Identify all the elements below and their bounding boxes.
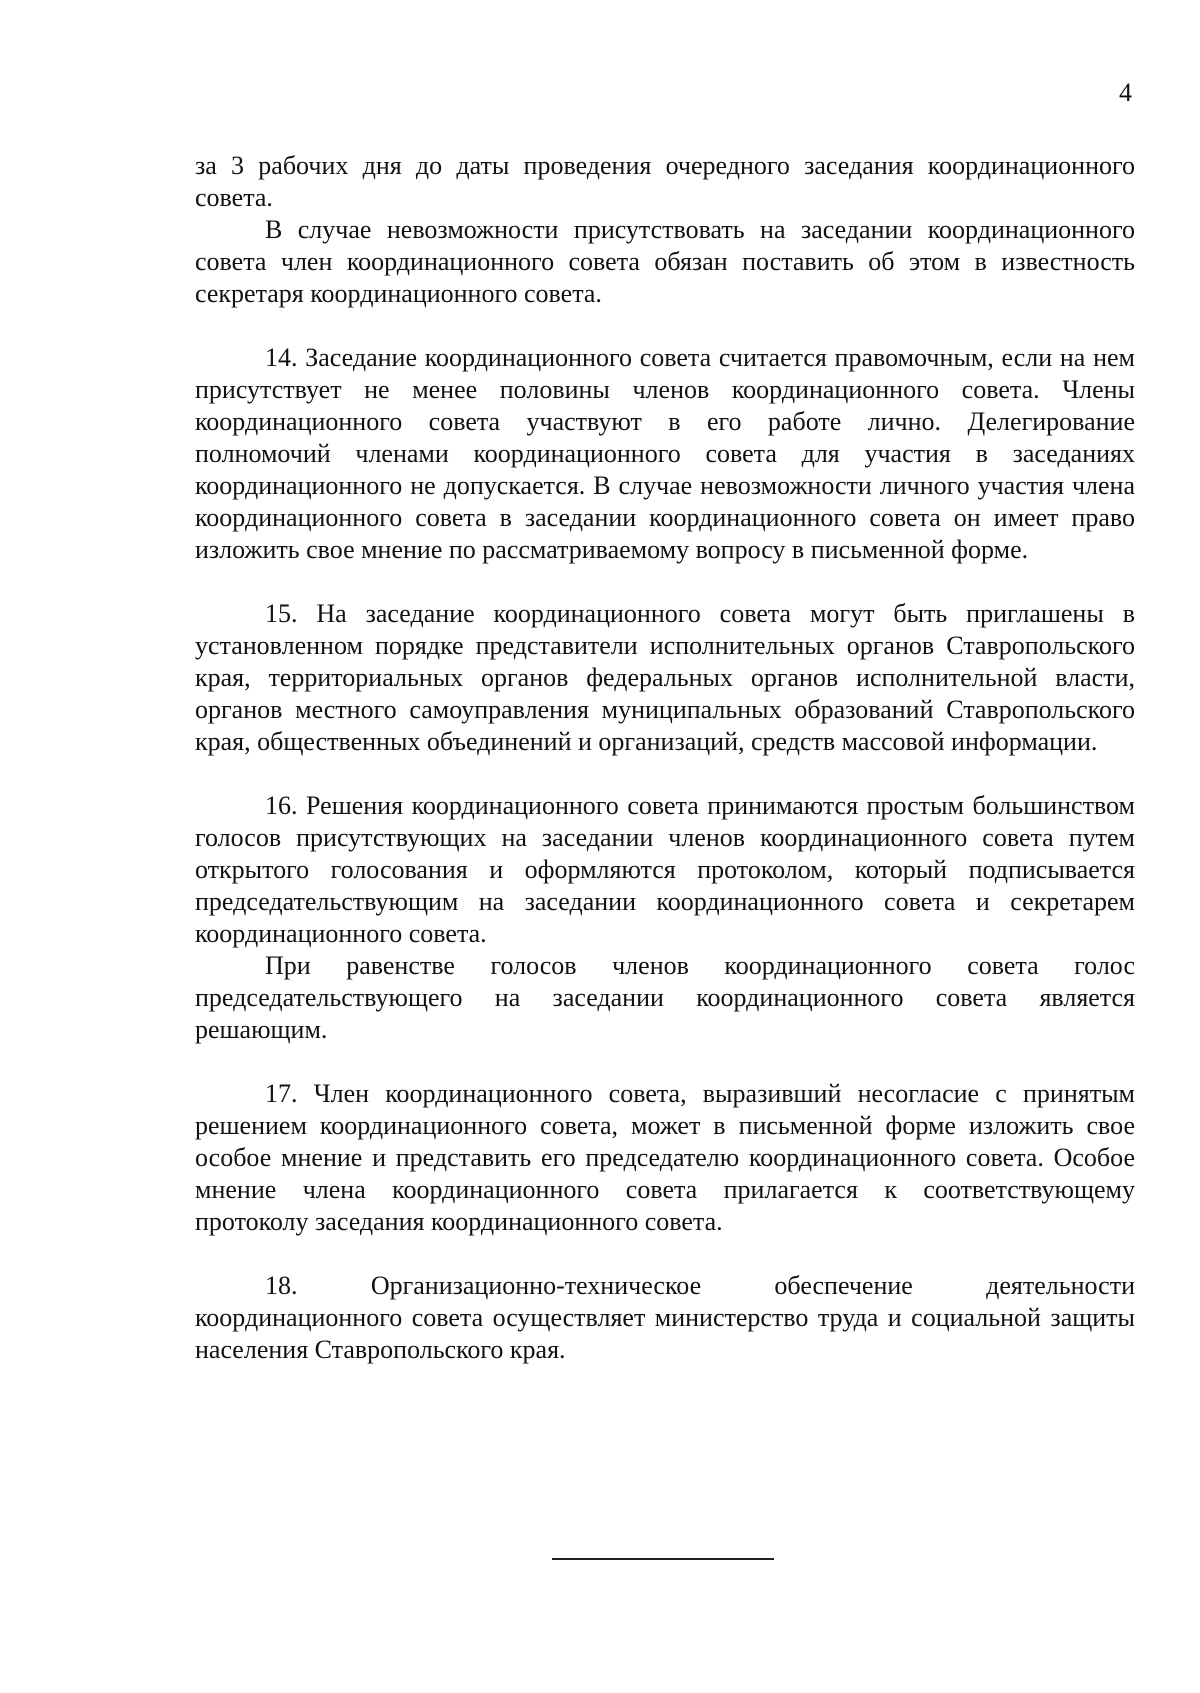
page-number: 4 [1119,78,1132,107]
document-body [195,150,1135,1366]
paragraph-absence-notice: В случае невозможности присутствовать на заседании координационного совета член координационного совета обязан поставить об этом в известность секретаря координационного совета. [195,215,1135,308]
paragraph-continuation: за 3 рабочих дня до даты проведения очередного заседания координационного совета. [195,151,1135,212]
paragraph-item-16: 16. Решения координационного совета принимаются простым большинством голосов присутствующих на заседании членов координационного совета путем открытого голосования и оформляются протоколом, который подписывается председательствующим на заседании координационного совета и секретарем координационного совета. [195,791,1135,948]
paragraph-item-15: 15. На заседание координационного совета могут быть приглашены в установленном порядке представители исполнительных органов Ставропольского края, территориальных органов федеральных органов исполнительной власти, органов местного самоуправления муниципальных образований Ставропольского края, общественных объединений и организаций, средств массовой информации. [195,599,1135,756]
paragraph-item-14: 14. Заседание координационного совета считается правомочным, если на нем присутствует не менее половины членов координационного совета. Члены координационного совета участвуют в его работе лично. Делегирование полномочий членами координационного совета для участия в заседаниях координационного не допускается. В случае невозможности личного участия члена координационного совета в заседании координационного совета он имеет право изложить свое мнение по рассматриваемому вопросу в письменной форме. [195,343,1135,564]
paragraph-item-17: 17. Член координационного совета, выразивший несогласие с принятым решением координационного совета, может в письменной форме изложить свое особое мнение и представить его председателю координационного совета. Особое мнение члена координационного совета прилагается к соответствующему протоколу заседания координационного совета. [195,1079,1135,1236]
paragraph-item-18: 18. Организационно-техническое обеспечение деятельности координационного совета осуществляет министерство труда и социальной защиты населения Ставропольского края. [195,1271,1135,1364]
closing-divider-line [552,1558,774,1560]
paragraph-item-16-tie-vote: При равенстве голосов членов координационного совета голос председательствующего на заседании координационного совета является решающим. [195,951,1135,1044]
